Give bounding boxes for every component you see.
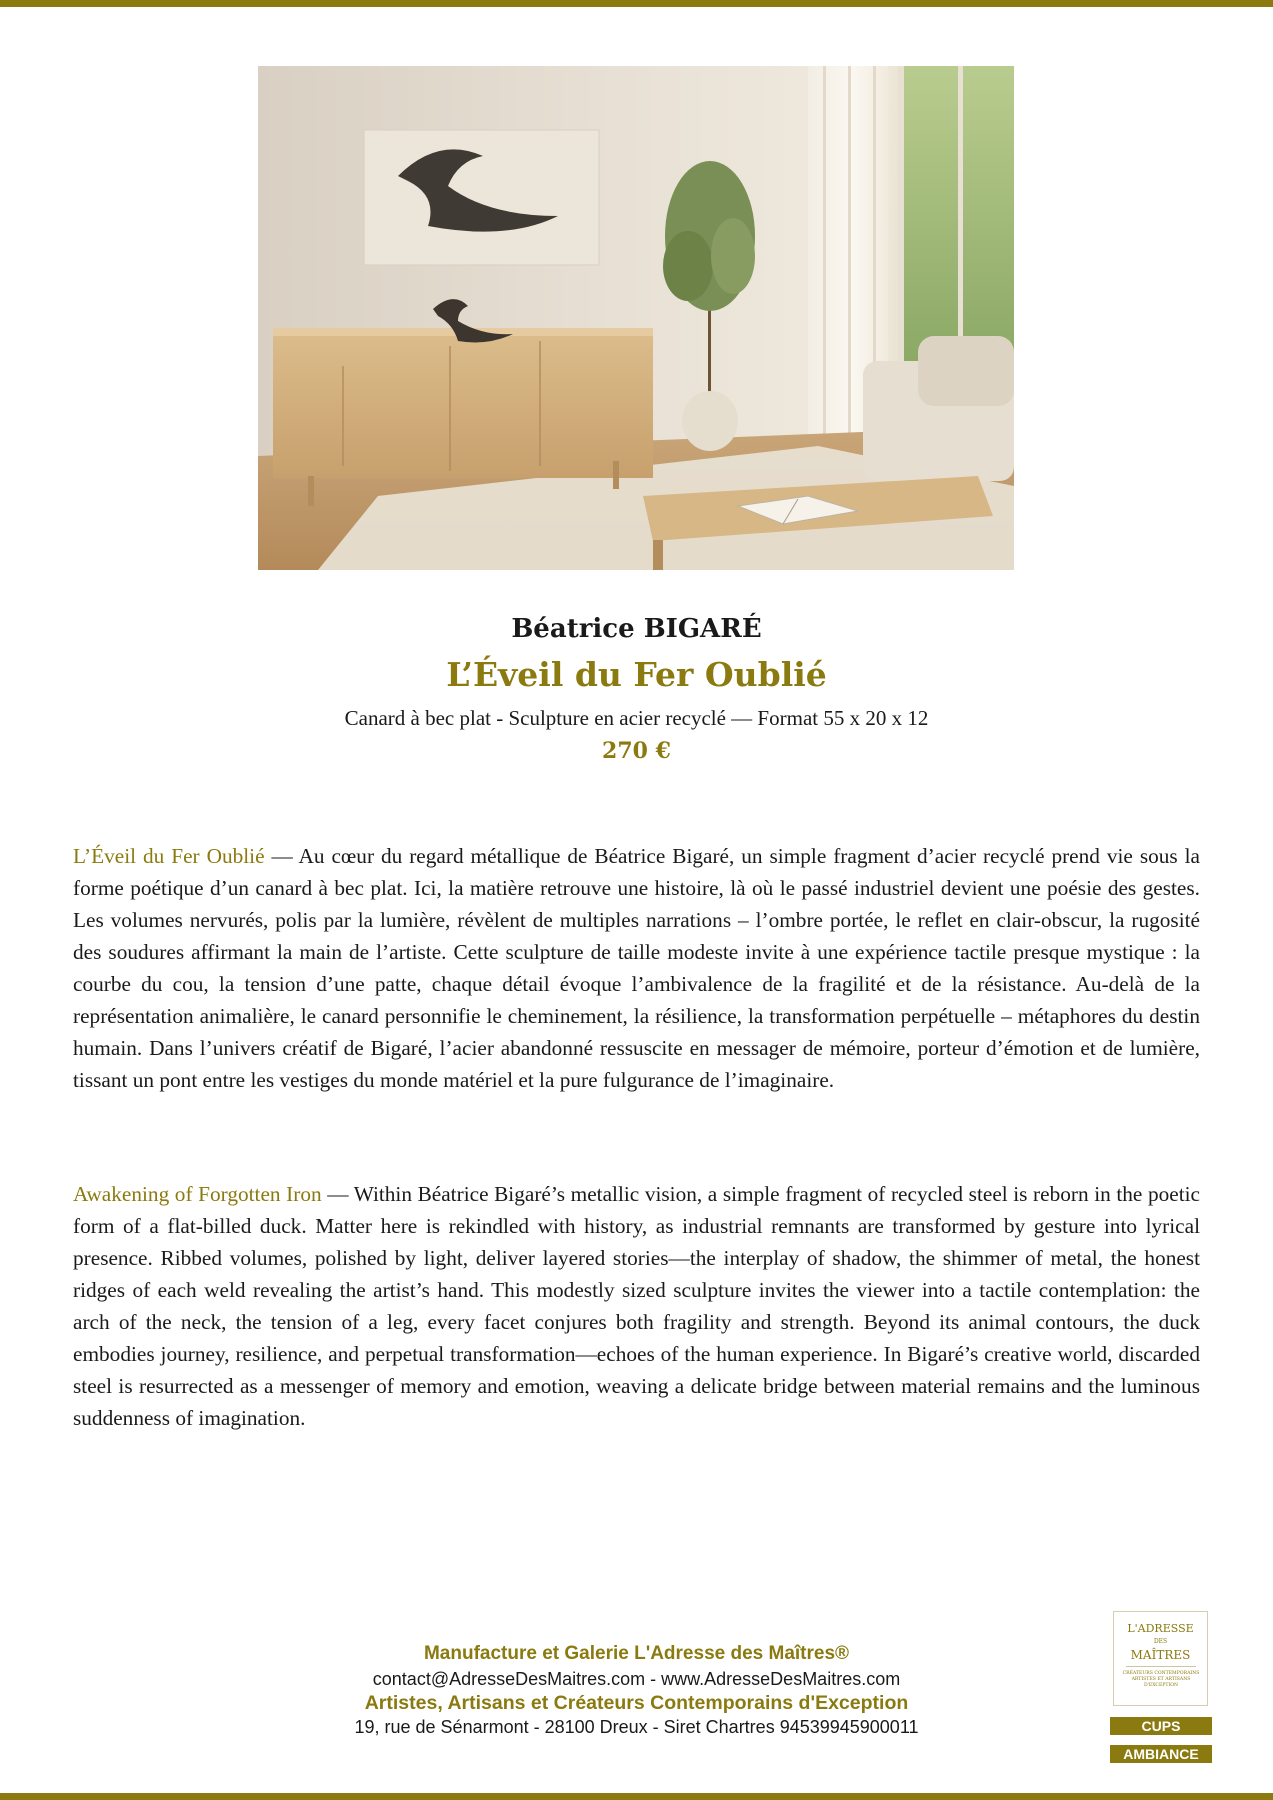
logo-line-1: L'ADRESSE <box>1127 1622 1194 1635</box>
description-french-lead: L’Éveil du Fer Oublié <box>73 844 265 868</box>
cups-tag: CUPS <box>1110 1717 1212 1735</box>
description-english-text: — Within Béatrice Bigaré’s metallic vision, a simple fragment of recycled steel is reborn in the poetic form of a flat-billed duck. Matter here is rekindled with history, as industrial remnants are transformed by gesture into lyrical presence. Ribbed volumes, polished by light, deliver layered stories—the interplay of shadow, the shimmer of metal, the honest ridges of each weld revealing the artist’s hand. This modestly sized sculpture invites the viewer into a tactile contemplation: the arch of the neck, the tension of a leg, every facet conjures both fragility and strength. Beyond its animal contours, the duck embodies journey, resilience, and perpetual transformation—echoes of the human experience. In Bigaré’s creative world, discarded steel is resurrected as a messenger of memory and emotion, weaving a delicate bridge between material remains and the luminous suddenness of imagination. <box>73 1182 1200 1430</box>
gallery-logo <box>1113 1611 1208 1706</box>
artwork-photo <box>258 66 1014 570</box>
artwork-price: 270 € <box>602 738 671 764</box>
logo-divider <box>1126 1666 1196 1667</box>
footer-contact[interactable]: contact@AdresseDesMaitres.com - www.AdresseDesMaitres.com <box>372 1669 901 1689</box>
footer-address: 19, rue de Sénarmont - 28100 Dreux - Siret Chartres 94539945900011 <box>354 1717 919 1737</box>
artwork-title: L’Éveil du Fer Oublié <box>446 655 827 694</box>
logo-line-3: MAÎTRES <box>1130 1648 1191 1662</box>
interior-scene-image <box>258 66 1014 570</box>
description-english-lead: Awakening of Forgotten Iron <box>73 1182 322 1206</box>
description-french <box>73 840 1200 1096</box>
bottom-accent-bar <box>0 1793 1273 1800</box>
artist-name: Béatrice BIGARÉ <box>511 614 762 644</box>
top-accent-bar <box>0 0 1273 7</box>
footer-tagline: Artistes, Artisans et Créateurs Contemporains d'Exception <box>364 1692 909 1714</box>
logo-line-4: CRÉATEURS CONTEMPORAINS ARTISTES ET ARTISANS D'EXCEPTION <box>1122 1671 1200 1688</box>
ambiance-tag: AMBIANCE <box>1110 1745 1212 1763</box>
footer-gallery-name: Manufacture et Galerie L'Adresse des Maîtres® <box>423 1643 850 1664</box>
artwork-subtitle: Canard à bec plat - Sculpture en acier recyclé — Format 55 x 20 x 12 <box>344 706 929 730</box>
logo-line-2: DES <box>1153 1638 1168 1645</box>
description-english <box>73 1178 1200 1434</box>
description-french-text: — Au cœur du regard métallique de Béatrice Bigaré, un simple fragment d’acier recyclé prend vie sous la forme poétique d’un canard à bec plat. Ici, la matière retrouve une histoire, là où le passé industriel devient une poésie des gestes. Les volumes nervurés, polis par la lumière, révèlent de multiples narrations – l’ombre portée, le reflet en clair-obscur, la rugosité des soudures affirmant la main de l’artiste. Cette sculpture de taille modeste invite à une expérience tactile presque mystique : la courbe du cou, la tension d’une patte, chaque détail évoque l’ambivalence de la fragilité et de la résistance. Au-delà de la représentation animalière, le canard personnifie le cheminement, la résilience, la transformation perpétuelle – métaphores du destin humain. Dans l’univers créatif de Bigaré, l’acier abandonné ressuscite en messager de mémoire, porteur d’émotion et de lumière, tissant un pont entre les vestiges du monde matériel et la pure fulgurance de l’imaginaire. <box>73 844 1200 1092</box>
